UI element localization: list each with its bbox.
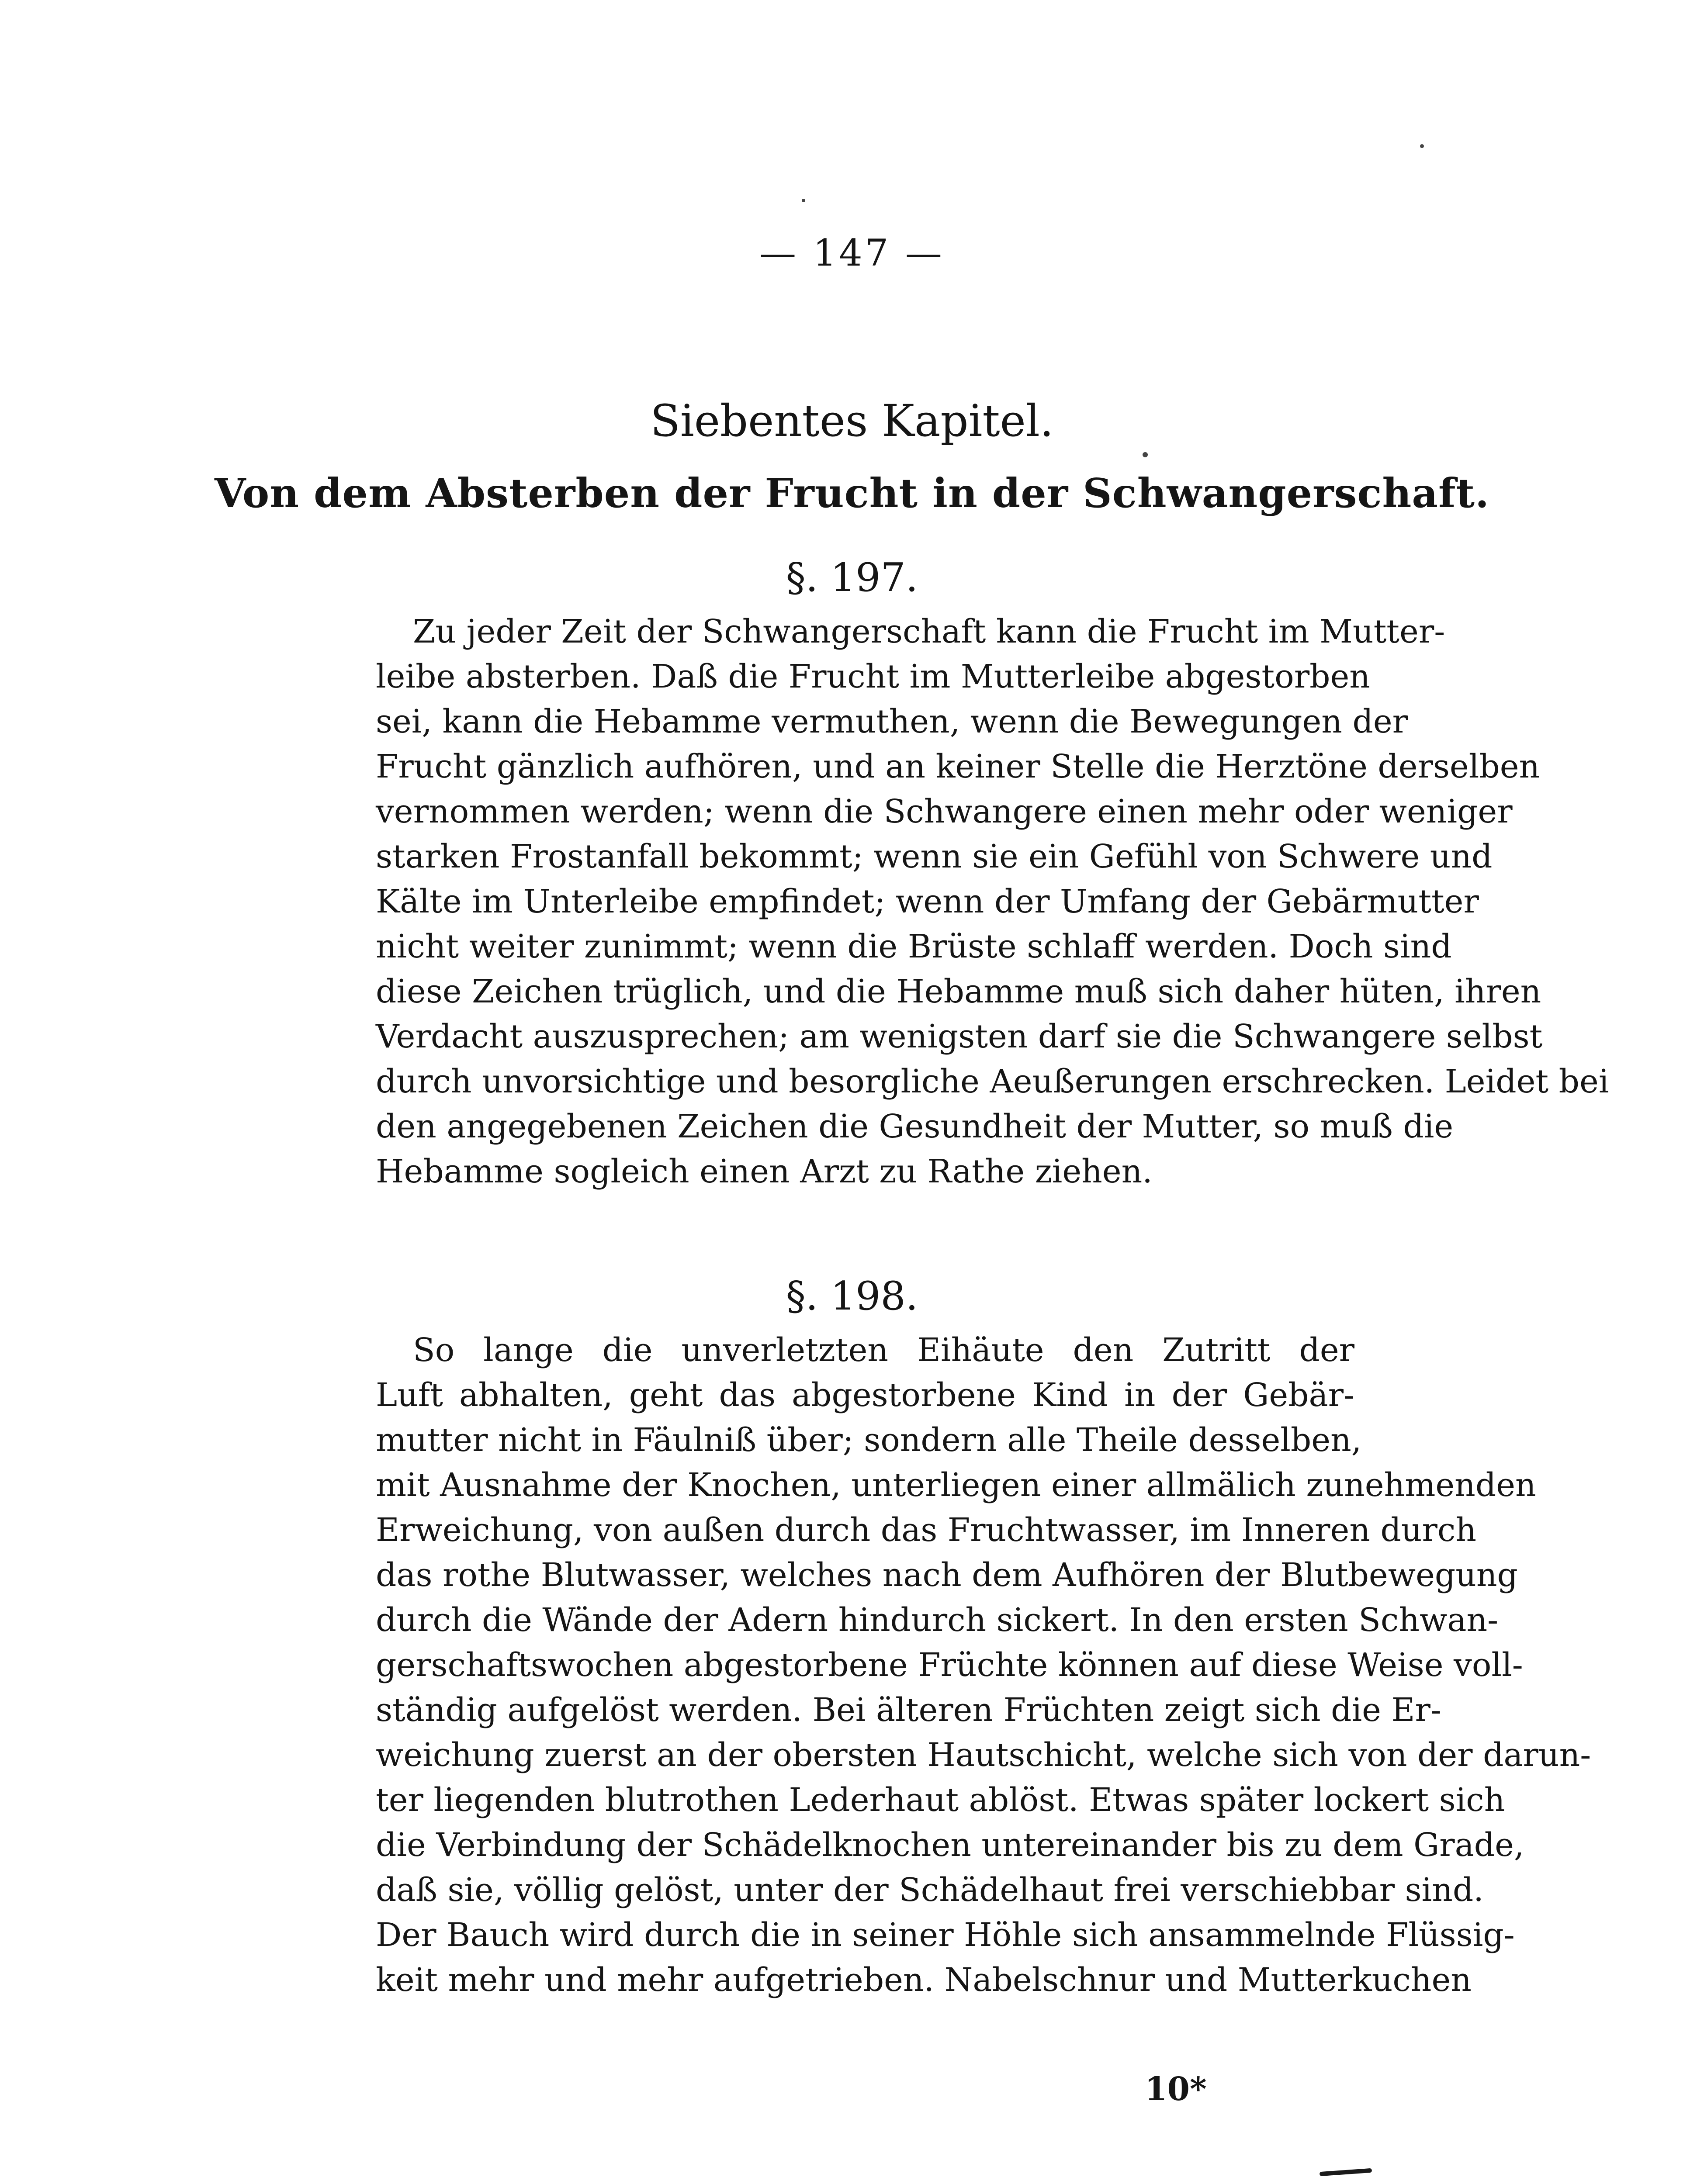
chapter-heading: Siebentes Kapitel. xyxy=(650,395,1054,446)
text-line: leibe absterben. Daß die Frucht im Mutterleibe abgestorben xyxy=(376,658,1370,695)
section-mark-198: §. 198. xyxy=(786,1273,918,1319)
text-line: den angegebenen Zeichen die Gesundheit der Mutter, so muß die xyxy=(376,1108,1454,1145)
text-line: durch die Wände der Adern hindurch sickert. In den ersten Schwan- xyxy=(376,1601,1499,1639)
text-line: diese Zeichen trüglich, und die Hebamme muß sich daher hüten, ihren xyxy=(376,973,1541,1010)
margin-dash xyxy=(1320,2168,1372,2176)
text-line: daß sie, völlig gelöst, unter der Schädelhaut frei verschiebbar sind. xyxy=(376,1871,1484,1909)
text-line: starken Frostanfall bekommt; wenn sie ein Gefühl von Schwere und xyxy=(376,838,1493,875)
text-line: Der Bauch wird durch die in seiner Höhle sich ansammelnde Flüssig- xyxy=(376,1916,1515,1954)
section-mark-197: §. 197. xyxy=(786,555,918,601)
chapter-title: Von dem Absterben der Frucht in der Schwangerschaft. xyxy=(214,470,1490,517)
text-line: gerschaftswochen abgestorbene Früchte können auf diese Weise voll- xyxy=(376,1646,1523,1684)
text-line: Luft abhalten, geht das abgestorbene Kind in der Gebär- xyxy=(376,1376,1354,1414)
text-line: Erweichung, von außen durch das Fruchtwasser, im Inneren durch xyxy=(376,1511,1477,1549)
ink-speck xyxy=(802,199,805,202)
text-line: vernommen werden; wenn die Schwangere einen mehr oder weniger xyxy=(376,793,1513,830)
page-number: — 147 — xyxy=(759,232,945,274)
text-line: weichung zuerst an der obersten Hautschicht, welche sich von der darun- xyxy=(376,1736,1591,1774)
paragraph-198 xyxy=(376,1328,1591,2003)
text-line: ter liegenden blutrothen Lederhaut ablöst. Etwas später lockert sich xyxy=(376,1781,1505,1819)
signature-mark: 10* xyxy=(1145,2070,1207,2108)
text-line: keit mehr und mehr aufgetrieben. Nabelschnur und Mutterkuchen xyxy=(376,1961,1472,1999)
ink-speck xyxy=(1420,144,1424,148)
text-line: ständig aufgelöst werden. Bei älteren Früchten zeigt sich die Er- xyxy=(376,1691,1441,1729)
text-line: Hebamme sogleich einen Arzt zu Rathe ziehen. xyxy=(376,1153,1153,1190)
text-line: das rothe Blutwasser, welches nach dem Aufhören der Blutbewegung xyxy=(376,1556,1518,1594)
text-line: Frucht gänzlich aufhören, und an keiner Stelle die Herztöne derselben xyxy=(376,748,1540,785)
text-line: Verdacht auszusprechen; am wenigsten darf sie die Schwangere selbst xyxy=(376,1018,1543,1055)
text-line: durch unvorsichtige und besorgliche Aeußerungen erschrecken. Leidet bei xyxy=(376,1063,1609,1100)
ink-speck xyxy=(1143,452,1148,457)
text-line: So lange die unverletzten Eihäute den Zutritt der xyxy=(413,1331,1354,1369)
text-line: die Verbindung der Schädelknochen untereinander bis zu dem Grade, xyxy=(376,1826,1524,1864)
text-line: mutter nicht in Fäulniß über; sondern alle Theile desselben, xyxy=(376,1421,1362,1459)
text-line: sei, kann die Hebamme vermuthen, wenn die Bewegungen der xyxy=(376,703,1408,740)
paragraph-197 xyxy=(376,609,1609,1194)
text-line: nicht weiter zunimmt; wenn die Brüste schlaff werden. Doch sind xyxy=(376,928,1452,965)
text-line: Zu jeder Zeit der Schwangerschaft kann die Frucht im Mutter- xyxy=(413,613,1445,650)
text-line: Kälte im Unterleibe empfindet; wenn der Umfang der Gebärmutter xyxy=(376,883,1479,920)
text-line: mit Ausnahme der Knochen, unterliegen einer allmälich zunehmenden xyxy=(376,1466,1536,1504)
